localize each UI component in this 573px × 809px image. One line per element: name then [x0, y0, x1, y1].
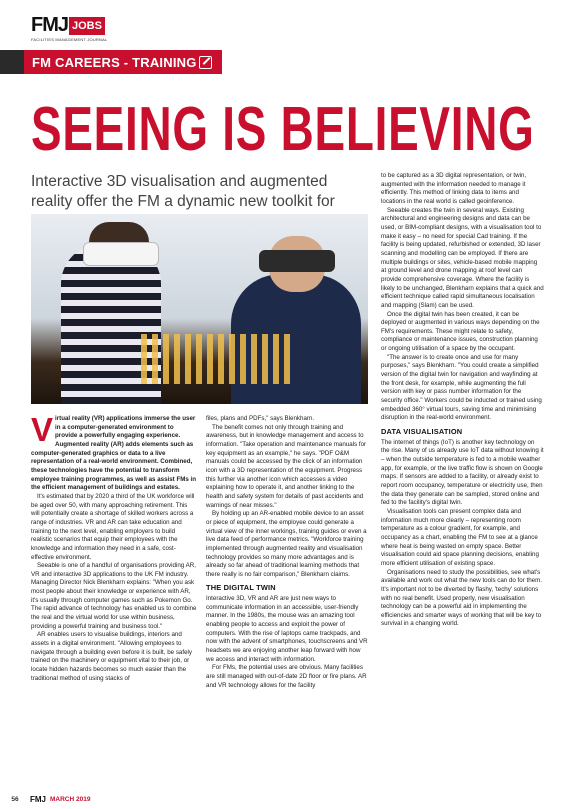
body-paragraph: files, plans and PDFs," says Blenkharn.	[206, 415, 315, 422]
section-label: FM CAREERS - TRAINING	[32, 54, 197, 70]
body-paragraph: Seeable is one of a handful of organisations providing AR, VR and interactive 3D applications to the UK FM industry. Managing Director Nick Blenkharn explains: "When you ask most people about their knowledge or experience with AR, it's usually through computer games such as Pokemon Go. The rapid advance of technology has enabled us to combine the real and the virtual world for use within business, providing a powerful training and business tool."	[31, 562, 197, 630]
subheading-data-visualisation: DATA VISUALISATION	[381, 427, 463, 437]
body-paragraph: Once the digital twin has been created, it can be deployed or augmented in various ways depending on the FM's requirements. These might relate to safety, compliance or maintenance issues, construction planning or ongoing utilisation of a space by the occupant.	[381, 310, 540, 353]
logo-text: FMJ	[31, 14, 68, 36]
holographic-city-model	[141, 334, 291, 384]
body-paragraph: "The answer is to create once and use for many purposes," says Blenkharn. "You could create a simplified version of the digital twin for navigation and wayfinding at the front desk, for example, while augmenting the full version with key or pass number information for the security office." Workers could be inducted or trained using embedded 360° virtual tours, saving time and minimising disruption in the real-world environment.	[381, 353, 542, 422]
vr-headset-black	[259, 250, 335, 272]
subheading-digital-twin: THE DIGITAL TWIN	[206, 583, 276, 593]
article-title: SEEING IS BELIEVING	[31, 95, 535, 164]
section-banner-tab	[0, 50, 24, 74]
article-column-3	[381, 172, 544, 629]
article-standfirst: Interactive 3D visualisation and augmented reality offer the FM a dynamic new toolkit for	[31, 173, 335, 210]
page-footer	[0, 792, 573, 806]
body-paragraph: to be captured as a 3D digital representation, or twin, augmented with the information needed to manage it efficiently. This method of linking data to items and locations in the real world is called geoinference.	[381, 172, 527, 205]
body-paragraph: Interactive 3D, VR and AR are just new ways to communicate information in an accessible, user-friendly manner. In the 1980s, the mouse was an amazing tool enabling people to access and exploit the power of computers. With the rise of laptops came trackpads, and now with the advent of smartphones, touchscreens and VR headsets we are enjoying another leap forward with how we access and interact with information.	[206, 595, 368, 663]
body-paragraph: Organisations need to study the possibilities, see what's available and work out what the new tools can do for them. It's important not to be diverted by flashy, 'techy' solutions with no real benefit. Used properly, new visualisation technology can be a powerful aid in implementing the efficiencies and smarter ways of working that will be key to survival in a changing world.	[381, 568, 542, 628]
body-paragraph: It's estimated that by 2020 a third of the UK workforce will be aged over 50, with many approaching retirement. This will potentially create a shortage of skilled workers across a range of industries. VR and AR can take education and training to the next level, enabling employers to build realistic scenarios that equip their employees with the knowledge and information they need in a safe, cost-effective environment.	[31, 492, 195, 561]
body-paragraph: AR enables users to visualise buildings, interiors and assets in a digital environment. "Allowing employees to navigate through a building even before it is built, be safely trained on the machinery or equipment vital to their job, or locate hidden hazards becomes so much easier than the traditional method of using stacks of	[31, 631, 192, 682]
body-paragraph: For FMs, the potential uses are obvious. Many facilities are still managed with out-of-date 2D floor or fire plans. AR and VR technology allows for the facility	[206, 664, 367, 689]
logo-badge: JOBS	[69, 17, 105, 35]
lead-paragraph: Virtual reality (VR) applications immerse the user in a computer-generated environment to provide a powerfully engaging experience. Augmented reality (AR) adds elements such as computer-generated graphics or data to a live representation of a real-world environment. Combined, these technologies have the potential to transform employee training programmes, as well as assist FMs in the efficient management of buildings and estates.	[31, 411, 197, 492]
body-paragraph: By holding up an AR-enabled mobile device to an asset or piece of equipment, the employee could generate a virtual view of the inner workings, training guides or even a live data feed of performance metrics. "Workforce training implemented through augmented reality and visualisation technology provides so many more advantages and is already so far ahead of traditional learning methods that there really is no fair comparison," Blenkharn claims.	[206, 510, 367, 578]
article-column-1	[31, 411, 197, 683]
body-paragraph: The internet of things (IoT) is another key technology on the rise. Many of us already use IoT data without knowing it – when the outside temperature is fed to a mobile weather app, for example, or the live traffic flow is shown on Google maps. If sensors are added to a facility, or already exist to report room occupancy, temperature or electricity use, then the data they generate can be sampled, stored online and fed to the facility's digital twin.	[381, 438, 544, 507]
logo-tagline: FACILITIES MANAGEMENT JOURNAL	[31, 37, 108, 42]
edit-icon	[199, 56, 212, 69]
article-column-2	[206, 415, 369, 690]
fmj-jobs-logo	[31, 14, 105, 37]
body-paragraph: Visualisation tools can present complex data and information much more clearly – representing room temperature as a colour gradient, for example, and occupancy as a chart, enabling the FM to see at a glance where heat is being wasted on empty space. Better visualisation could aid space planning decisions, enabling more efficient utilisation of existing space.	[381, 507, 539, 567]
page-number: 56	[11, 795, 19, 803]
body-paragraph: Seeable creates the twin in several ways. Existing architectural and engineering designs and data can be used, or BIM-compliant designs, with a visualisation tool to make it easy – no need for special Cad training. If the facility is being updated, refurbished or extended, 3D laser scanning and modelling can be employed. If there are multiple buildings or sites, vehicle-based mobile mapping at ground level and drone mapping at roof level can provide comprehensive coverage. Where the facility is likely to be unchanged, Blenkharn explains that a quick and efficient technique called rapid simultaneous localisation and mapping (Slam) can be used.	[381, 206, 544, 309]
vr-headset-white	[83, 242, 159, 266]
footer-magazine: FMJ	[30, 794, 46, 804]
hero-image-vr-headsets	[31, 214, 368, 404]
footer-issue: MARCH 2019	[50, 795, 91, 803]
section-banner	[0, 50, 222, 74]
body-paragraph: The benefit comes not only through training and awareness, but in knowledge management and access to information. "Take operation and maintenance manuals for key equipment as an example," he says. "PDF O&M manuals could be accessed by the click of an information icon with a 3D representation of the equipment. Progress this further via another icon which accesses a video explaining how to operate it, and another linking to the health and safety system for details of past accidents and warnings of near misses."	[206, 423, 367, 509]
drop-cap: V	[31, 411, 54, 448]
